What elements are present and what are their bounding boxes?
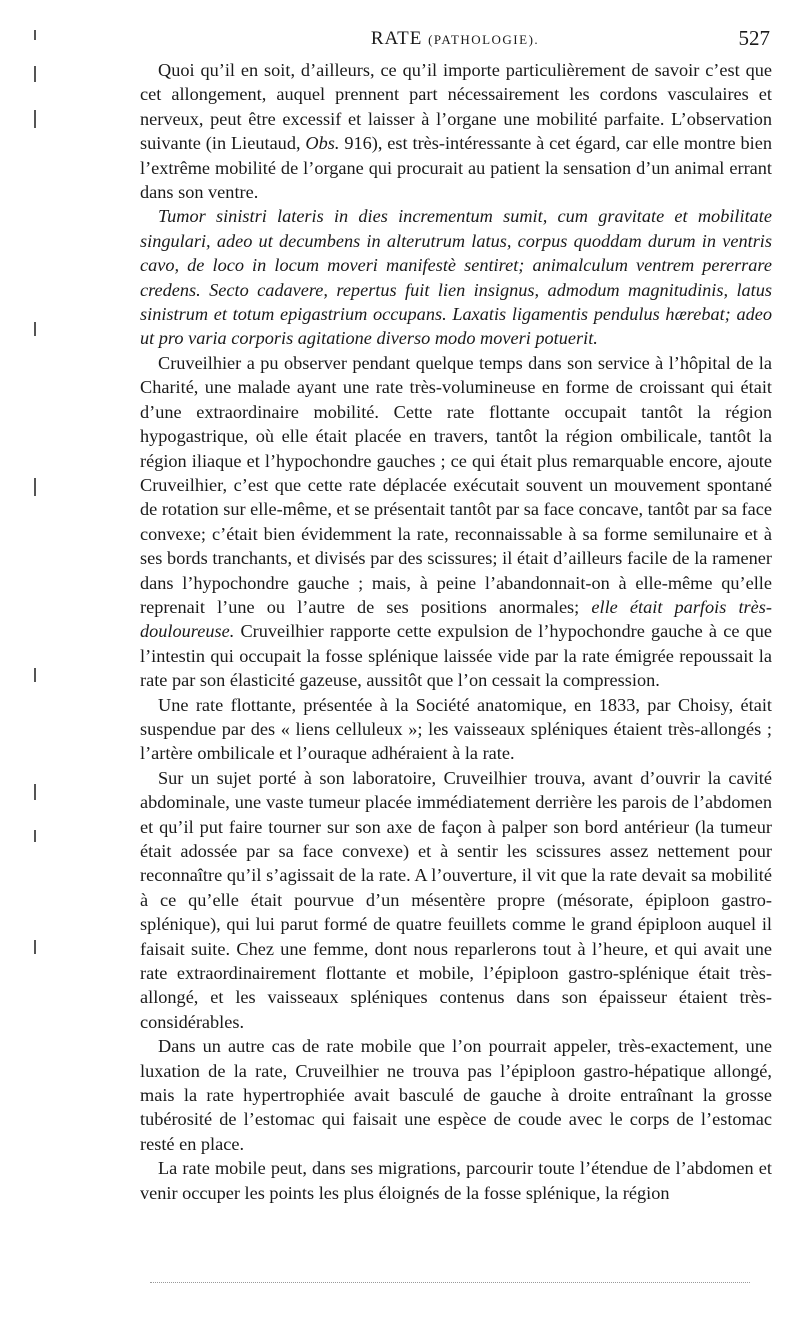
paragraph-6: Dans un autre cas de rate mobile que l’on pourrait appeler, très-exactement, une luxation de la rate, Cruveilhier ne trouva pas l’épiploon gastro-hépatique allongé, mais la rate hypertrophiée avait basculé de gauche à droite entraînant la grosse tubérosité de l’estomac qui faisait une espèce de coude avec le corps de l’estomac resté en place.: [140, 1036, 772, 1154]
paragraph-4: Une rate flottante, présentée à la Société anatomique, en 1833, par Choisy, était suspendue par des « liens celluleux »; les vaisseaux spléniques étaient très-allongés ; l’artère ombilicale et l’ouraque adhéraient à la rate.: [140, 694, 772, 764]
margin-mark: [34, 830, 36, 842]
margin-mark: [34, 784, 36, 800]
margin-mark: [34, 668, 36, 682]
paragraph-3: [140, 351, 772, 693]
margin-mark: [34, 30, 36, 40]
running-title: [140, 28, 770, 50]
paragraph-1-end: 916), est très-intéressante à cet égard, car elle montre bien l’extrême mobilité de l’organe qui procurait au patient la sensation d’un animal errant dans son ventre.: [140, 133, 772, 203]
paragraph-1: [140, 58, 772, 204]
paragraph-3-text: Cruveilhier a pu observer pendant quelque temps dans son service à l’hôpital de la Charité, une malade ayant une rate très-volumineuse en forme de croissant qui était d’une extraordinaire mobilité. Cette rate flottante occupait tantôt la région hypogastrique, où elle était placée en travers, tantôt la région ombilicale, tantôt la région iliaque et l’hypochondre gauches ; ce qui était plus remarquable encore, ajoute Cruveilhier, c’est que cette rate déplacée exécutait souvent un mouvement spontané de rotation sur elle-même, et se présentait tantôt par sa face concave, tantôt par sa face convexe; c’était bien évidemment la rate, reconnaissable à sa forme semilunaire et à ses bords tranchants, et divisés par des scissures; il était d’ailleurs facile de la ramener dans l’hypochondre gauche ; mais, à peine l’abandonnait-on à elle-même qu’elle reprenait l’une ou l’autre de ses positions anormales;: [140, 352, 772, 617]
paragraph-7: La rate mobile peut, dans ses migrations, parcourir toute l’étendue de l’abdomen et venir occuper les points les plus éloignés de la fosse splénique, la région: [140, 1158, 772, 1203]
paragraph-3-italic: elle était parfois très-douloureuse.: [140, 596, 772, 642]
scan-margin-marks: [26, 0, 56, 1317]
running-title-subtitle: (PATHOLOGIE).: [428, 32, 540, 47]
page-number: 527: [738, 26, 770, 50]
margin-mark: [34, 940, 36, 954]
scan-bottom-noise: [150, 1282, 750, 1287]
margin-mark: [34, 478, 36, 496]
body-text: [140, 58, 772, 1205]
paragraph-1-obs: Obs.: [305, 133, 340, 154]
latin-quotation: Tumor sinistri lateris in dies incrementum sumit, cum gravitate et mobilitate singulari, adeo ut decumbens in alterutrum latus, corpus quoddam durum in ventris cavo, de loco in locum moveri manifestè sentiret; animalculum ventrem pererrare credens. Secto cadavere, repertus fuit lien insignus, admodum magnitudinis, latus sinistrum et totum epigastrium occupans. Laxatis ligamentis pendulus hærebat; adeo ut pro varia corporis agitatione diverso modo moveri potuerit.: [140, 206, 772, 349]
paragraph-5: Sur un sujet porté à son laboratoire, Cruveilhier trouva, avant d’ouvrir la cavité abdominale, une vaste tumeur placée immédiatement derrière les parois de l’abdomen et qu’il put faire tourner sur son axe de façon à palper son bord antérieur (la tumeur était adossée par sa face convexe) et à sentir les scissures assez nettement pour reconnaître qu’il s’agissait de la rate. A l’ouverture, il vit que la rate devait sa mobilité à ce qu’elle était pourvue d’un mésentère propre (mésorate, épiploon gastro-splénique), qui lui parut formé de quatre feuillets comme le grand épiploon auquel il faisait suite. Chez une femme, dont nous reparlerons tout à l’heure, et qui avait une rate extraordinairement flottante et mobile, l’épiploon gastro-splénique était très-allongé, et les vaisseaux spléniques contenus dans son épaisseur étaient très-considérables.: [140, 767, 772, 1032]
margin-mark: [34, 66, 36, 82]
page-header: [140, 24, 770, 54]
paragraph-1-text: Quoi qu’il en soit, d’ailleurs, ce qu’il importe particulièrement de savoir c’est que cet allongement, auquel prennent part nécessairement les cordons vasculaires et nerveux, peut être excessif et laisser à l’organe une mobilité parfaite. L’observation suivante (in Lieutaud,: [140, 60, 772, 154]
running-title-main: RATE: [370, 28, 423, 49]
margin-mark: [34, 110, 36, 128]
margin-mark: [34, 322, 36, 336]
paragraph-3-end: Cruveilhier rapporte cette expulsion de l’hypochondre gauche à ce que l’intestin qui occupait la fosse splénique laissée vide par la rate émigrée repoussait la rate par son élasticité gazeuse, aussitôt que l’on cessait la compression.: [140, 621, 772, 691]
